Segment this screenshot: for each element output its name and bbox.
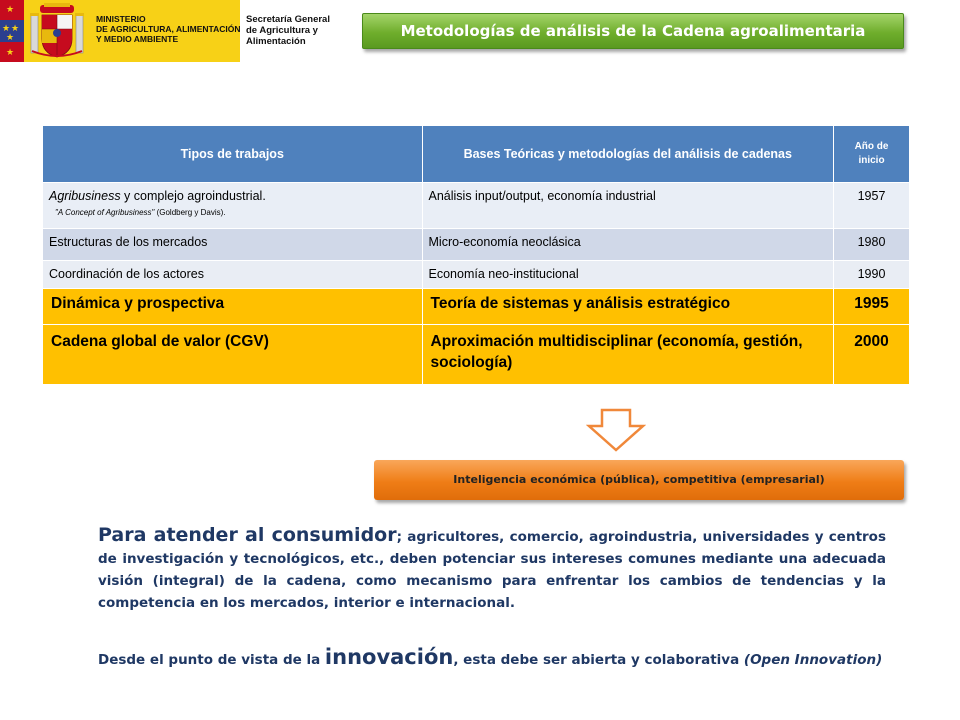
cell-tipo: Cadena global de valor (CGV): [43, 325, 423, 385]
cell-year: 2000: [834, 325, 910, 385]
eu-flag-strip-icon: ★ ★ ★ ★ ★: [0, 0, 24, 62]
table-row: [43, 183, 910, 229]
paragraph-lead: Para atender al consumidor: [98, 524, 397, 546]
cell-bases: Aproximación multidisciplinar (economía, gestión, sociología): [422, 325, 834, 385]
ministry-logo: [0, 0, 240, 62]
paragraph-body: ; agricultores, comercio, agroindustria, universidades y centros de investigación y tecnológicos, etc., deben potenciar sus intereses comunes mediante una adecuada visión (integral) de la cadena, como mecanismo para enfrentar los cambios de tendencias y la competencia en los mercados, interior e internacional.: [98, 529, 886, 611]
cell-tipo: Agribusiness y complejo agroindustrial. "A Concept of Agribusiness" (Goldberg y Davis).: [43, 183, 423, 229]
header-tipos: Tipos de trabajos: [43, 126, 423, 183]
cell-tipo: Dinámica y prospectiva: [43, 289, 423, 325]
coat-of-arms-icon: [28, 3, 86, 59]
cell-tipo: Estructuras de los mercados: [43, 229, 423, 261]
innovation-word: innovación: [324, 645, 454, 669]
methodology-table: [42, 125, 910, 385]
table-header-row: [43, 126, 910, 183]
secretaria-name: Secretaría General de Agricultura y Alimentación: [246, 14, 330, 47]
slide-title: Metodologías de análisis de la Cadena agroalimentaria: [362, 13, 904, 49]
down-arrow-icon: [586, 408, 646, 452]
cell-year: 1995: [834, 289, 910, 325]
cell-bases: Micro-economía neoclásica: [422, 229, 834, 261]
table-row-highlight: [43, 325, 910, 385]
cell-bases: Teoría de sistemas y análisis estratégico: [422, 289, 834, 325]
open-innovation: (Open Innovation): [743, 652, 883, 668]
innovation-paragraph: Desde el punto de vista de la innovación, esta debe ser abierta y colaborativa (Open Innovation): [98, 645, 883, 669]
table-row: [43, 261, 910, 289]
table-row: [43, 229, 910, 261]
header-bases: Bases Teóricas y metodologías del análisis de cadenas: [422, 126, 834, 183]
table-row-highlight: [43, 289, 910, 325]
header-year: Año de inicio: [834, 126, 910, 183]
cell-tipo: Coordinación de los actores: [43, 261, 423, 289]
cell-year: 1957: [834, 183, 910, 229]
intelligence-banner: Inteligencia económica (pública), competitiva (empresarial): [374, 460, 904, 500]
ministry-name: MINISTERIO DE AGRICULTURA, ALIMENTACIÓN Y MEDIO AMBIENTE: [96, 14, 241, 44]
cell-year: 1980: [834, 229, 910, 261]
cell-bases: Análisis input/output, economía industrial: [422, 183, 834, 229]
cell-year: 1990: [834, 261, 910, 289]
cell-bases: Economía neo-institucional: [422, 261, 834, 289]
consumer-paragraph: [98, 524, 886, 614]
